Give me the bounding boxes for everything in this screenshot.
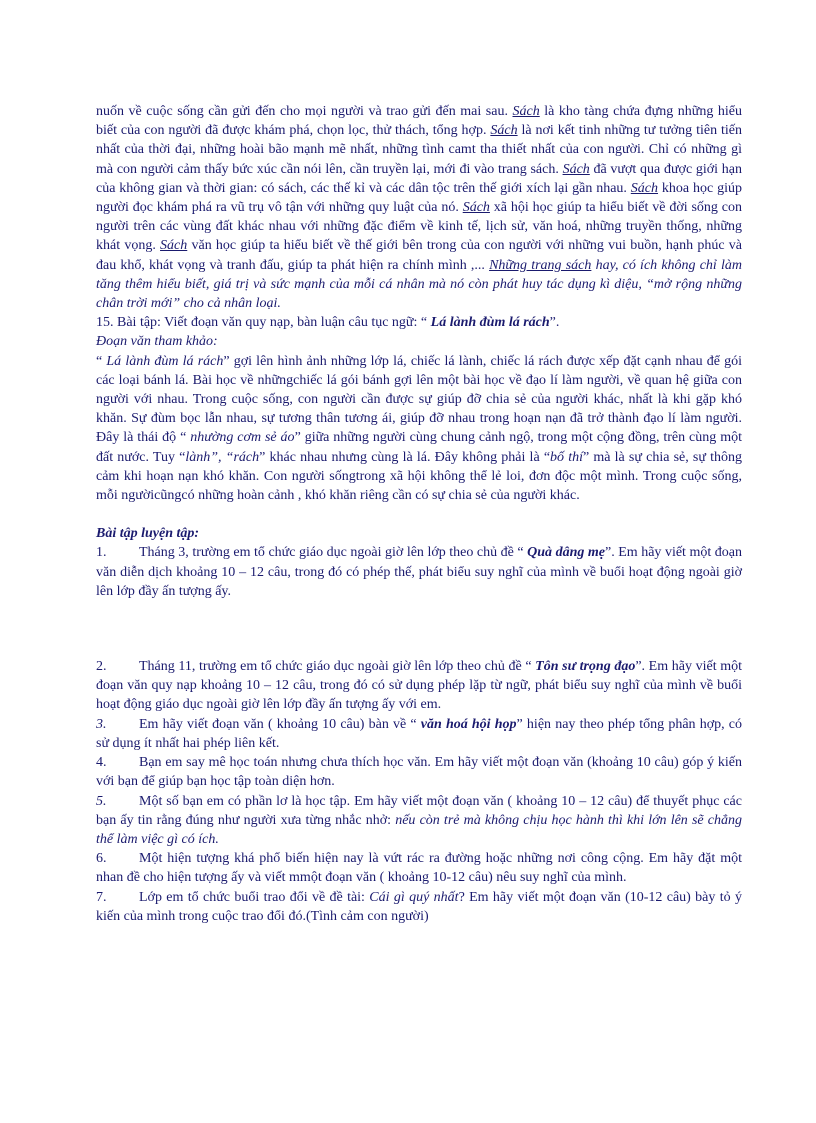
paragraph-books: nuốn về cuộc sống cần gửi đến cho mọi người và trao gửi đến mai sau. Sách là kho tàng chứa đựng những hiểu biết của con người đã được khám phá, chọn lọc, thử thách, tổng hợp. Sách là nơi kết tinh những tư tưởng tiên tiến nhất của thời đại, những hoài bão mạnh mẽ nhất, những tình camt tha thiết nhất của con người. Chỉ có những gì mà con người cảm thấy bức xúc cần nói lên, cần truyền lại, mới đi vào trang sách. Sách đã vượt qua được giới hạn của không gian và thời gian: có sách, các thế kỉ và các dân tộc trên thế giới xích lại gần nhau. Sách khoa học giúp người đọc khám phá ra vũ trụ vô tận với những quy luật của nó. Sách xã hội học giúp ta hiểu biết về đời sống con người trên các vùng đất khác nhau với những đặc điểm về kinh tế, lịch sử, văn hoá, những truyền thống, những khát vọng. Sách văn học giúp ta hiểu biết về thế giới bên trong của con người với những vui buồn, hạnh phúc và đau khổ, khát vọng và tranh đấu, giúp ta phát hiện ra chính mình ,... Những trang sách hay, có ích không chỉ làm tăng thêm hiểu biết, giá trị và sức mạnh của mỗi cá nhân mà nó còn phát huy tác dụng kì diệu, “mở rộng những chân trời mới” cho cả nhân loại. xyxy=(96,104,743,312)
practice-item-5: 5. Một số bạn em có phần lơ là học tập. Em hãy viết một đoạn văn ( khoảng 10 – 12 câu) để thuyết phục các bạn ấy tin rằng đúng như người xưa từng nhắc nhở: nếu còn trẻ mà không chịu học hành thì khi lớn lên sẽ chẳng thể làm việc gì có ích. xyxy=(96,793,742,847)
practice-heading: Bài tập luyện tập: xyxy=(96,526,200,542)
proverb-quote: Lá lành đùm lá rách xyxy=(430,315,550,331)
document-page xyxy=(96,102,742,926)
keyword-sach: Sách xyxy=(512,104,540,119)
keyword-sach: Sách xyxy=(462,200,490,216)
keyword-sach: Sách xyxy=(160,238,188,254)
practice-item-7: 7. Lớp em tổ chức buổi trao đổi về đề tài: Cái gì quý nhất? Em hãy viết một đoạn văn (10-12 câu) bày tỏ ý kiến của mình trong cuộc trao đổi đó.(Tình cảm con người) xyxy=(96,889,742,924)
practice-item-3: 3. Em hãy viết đoạn văn ( khoảng 10 câu) bàn về “ văn hoá hội họp” hiện nay theo phép tổng phân hợp, có sử dụng ít nhất hai phép liên kết. xyxy=(96,716,743,751)
practice-item-2: 2. Tháng 11, trường em tổ chức giáo dục ngoài giờ lên lớp theo chủ đề “ Tôn sư trọng đạo”. Em hãy viết một đoạn văn quy nạp khoảng 10 – 12 câu, trong đó có sử dụng phép lặp từ ngữ, phát biểu suy nghĩ của mình về buổi hoạt động giáo dục ngoài giờ lên lớp đầy ấn tượng ấy với em. xyxy=(96,659,742,713)
keyword-sach: Sách xyxy=(630,180,659,196)
practice-item-4: 4. Bạn em say mê học toán nhưng chưa thích học văn. Em hãy viết một đoạn văn (khoảng 10 câu) góp ý kiến với bạn để giúp bạn học tập toàn diện hơn. xyxy=(96,755,742,790)
keyword-nhung-trang-sach: Những trang sách xyxy=(489,257,592,273)
practice-item-1: 1. Tháng 3, trường em tổ chức giáo dục ngoài giờ lên lớp theo chủ đề “ Quà dâng mẹ”. Em hãy viết một đoạn văn diễn dịch khoảng 10 – 12 câu, trong đó có phép thế, phát biểu suy nghĩ của mình về buổi hoạt động ngoài giờ lên lớp đầy ấn tượng ấy. xyxy=(96,545,742,599)
reference-heading: Đoạn văn tham khảo: xyxy=(96,334,218,350)
keyword-sach: Sách xyxy=(562,161,590,177)
keyword-sach: Sách xyxy=(490,123,518,139)
exercise-15: 15. Bài tập: Viết đoạn văn quy nạp, bàn luận câu tục ngữ: “ Lá lành đùm lá rách”. xyxy=(96,315,560,331)
paragraph-reference: “ Lá lành đùm lá rách” gợi lên hình ảnh những lớp lá, chiếc lá lành, chiếc lá rách được xếp đặt cạnh nhau để gói các loại bánh lá. Bài học về nhữngchiếc lá gói bánh gợi lên một bài học về đạo lí làm người, về quan hệ giữa con người với nhau. Trong cuộc sống, con người cần được sự giúp đỡ chia sẻ của người khác, nhất là khi gặp khó khăn. Sự đùm bọc lẫn nhau, sự tương thân tương ái, giúp đỡ nhau trong hoạn nạn đã trở thành đạo lí làm người. Đây là thái độ “ nhường cơm sẻ áo” giữa những người cùng chung cảnh ngộ, trong một cộng đồng, trên cùng một đất nước. Tuy “lành”, “rách” khác nhau nhưng cùng là lá. Đây không phải là “bố thí” mà là sự chia sẻ, sự thông cảm khi hoạn nạn khó khăn. Con người sốngtrong xã hội không thể lẻ loi, đơn độc một mình. Trong cuộc sống, mỗi ngườicũngcó những hoàn cảnh , khó khăn riêng cần có sự chia sẻ của người khác. xyxy=(96,353,743,504)
practice-item-6: 6. Một hiện tượng khá phổ biến hiện nay là vứt rác ra đường hoặc những nơi công cộng. Em hãy đặt một nhan đề cho hiện tượng ấy và viết mmột đoạn văn ( khoảng 10-12 câu) nêu suy nghĩ của mình. xyxy=(96,851,742,886)
